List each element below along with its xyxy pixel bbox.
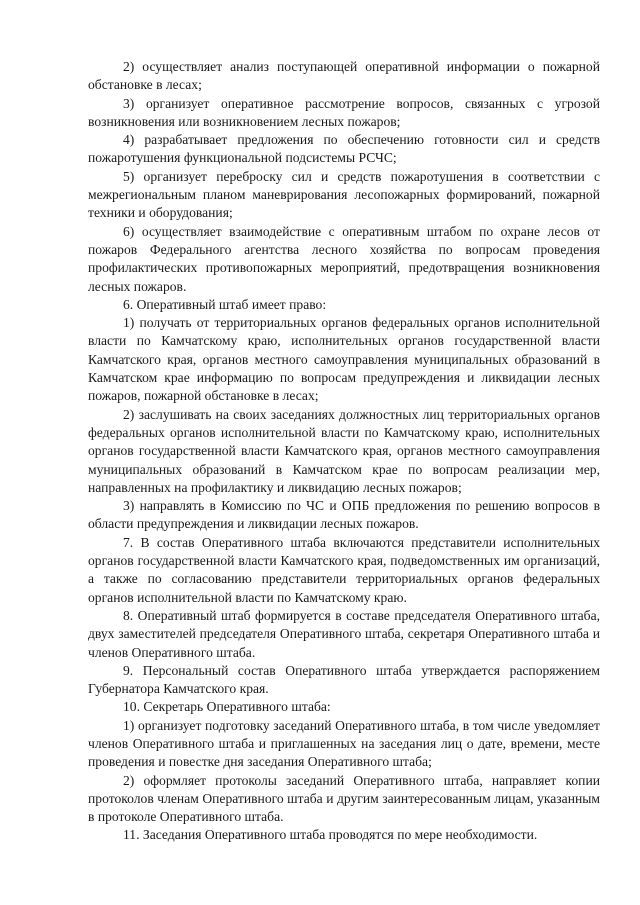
section-6-item-2: 2) заслушивать на своих заседаниях должностных лиц территориальных органов федеральных органов исполнительной власти по Камчатскому краю, исполнительных органов государственной власти Камчатского края, органов местного самоуправления муниципальных образований в Камчатском крае по вопросам реализации мер, направленных на профилактику и ликвидацию лесных пожаров; [88,406,600,495]
document-body [88,58,600,845]
section-9: 9. Персональный состав Оперативного штаба утверждается распоряжением Губернатора Камчатского края. [88,662,600,697]
section-11: 11. Заседания Оперативного штаба проводятся по мере необходимости. [123,827,538,843]
section-10-item-1: 1) организует подготовку заседаний Оперативного штаба, в том числе уведомляет членов Оперативного штаба и приглашенных на заседания лиц о дате, времени, месте проведения и повестке дня заседания Оперативного штаба; [88,717,600,770]
section-6-item-3: 3) направлять в Комиссию по ЧС и ОПБ предложения по решению вопросов в области предупреждения и ликвидации лесных пожаров. [88,498,600,532]
section-10-item-2: 2) оформляет протоколы заседаний Оперативного штаба, направляет копии протоколов членам Оперативного штаба и другим заинтересованным лицам, указанным в протоколе Оперативного штаба. [88,772,600,825]
section-6-item-1: 1) получать от территориальных органов федеральных органов исполнительной власти по Камчатскому краю, исполнительных органов государственной власти Камчатского края, органов местного самоуправления муниципальных образований в Камчатском крае информацию по вопросам предупреждения и ликвидации лесных пожаров, пожарной обстановке в лесах; [88,315,600,404]
section-7: 7. В состав Оперативного штаба включаются представители исполнительных органов государственной власти Камчатского края, подведомственных им организаций, а также по согласованию представители территориальных органов федеральных органов исполнительной власти по Камчатскому краю. [88,534,600,605]
paragraph-5: 5) организует переброску сил и средств пожаротушения в соответствии с межрегиональным планом маневрирования лесопожарных формирований, пожарной техники и оборудования; [88,168,600,221]
paragraph-2: 2) осуществляет анализ поступающей оперативной информации о пожарной обстановке в лесах; [88,59,600,93]
section-8: 8. Оперативный штаб формируется в составе председателя Оперативного штаба, двух заместителей председателя Оперативного штаба, секретаря Оперативного штаба и членов Оперативного штаба. [88,607,600,660]
section-6-heading: 6. Оперативный штаб имеет право: [123,296,327,312]
paragraph-4: 4) разрабатывает предложения по обеспечению готовности сил и средств пожаротушения функциональной подсистемы РСЧС; [88,132,600,166]
paragraph-3: 3) организует оперативное рассмотрение вопросов, связанных с угрозой возникновения или возникновением лесных пожаров; [88,95,600,129]
paragraph-6-sub: 6) осуществляет взаимодействие с оперативным штабом по охране лесов от пожаров Федерального агентства лесного хозяйства по вопросам проведения профилактических противопожарных мероприятий, предотвращения возникновения лесных пожаров. [88,223,600,294]
section-10-heading: 10. Секретарь Оперативного штаба: [123,699,331,715]
